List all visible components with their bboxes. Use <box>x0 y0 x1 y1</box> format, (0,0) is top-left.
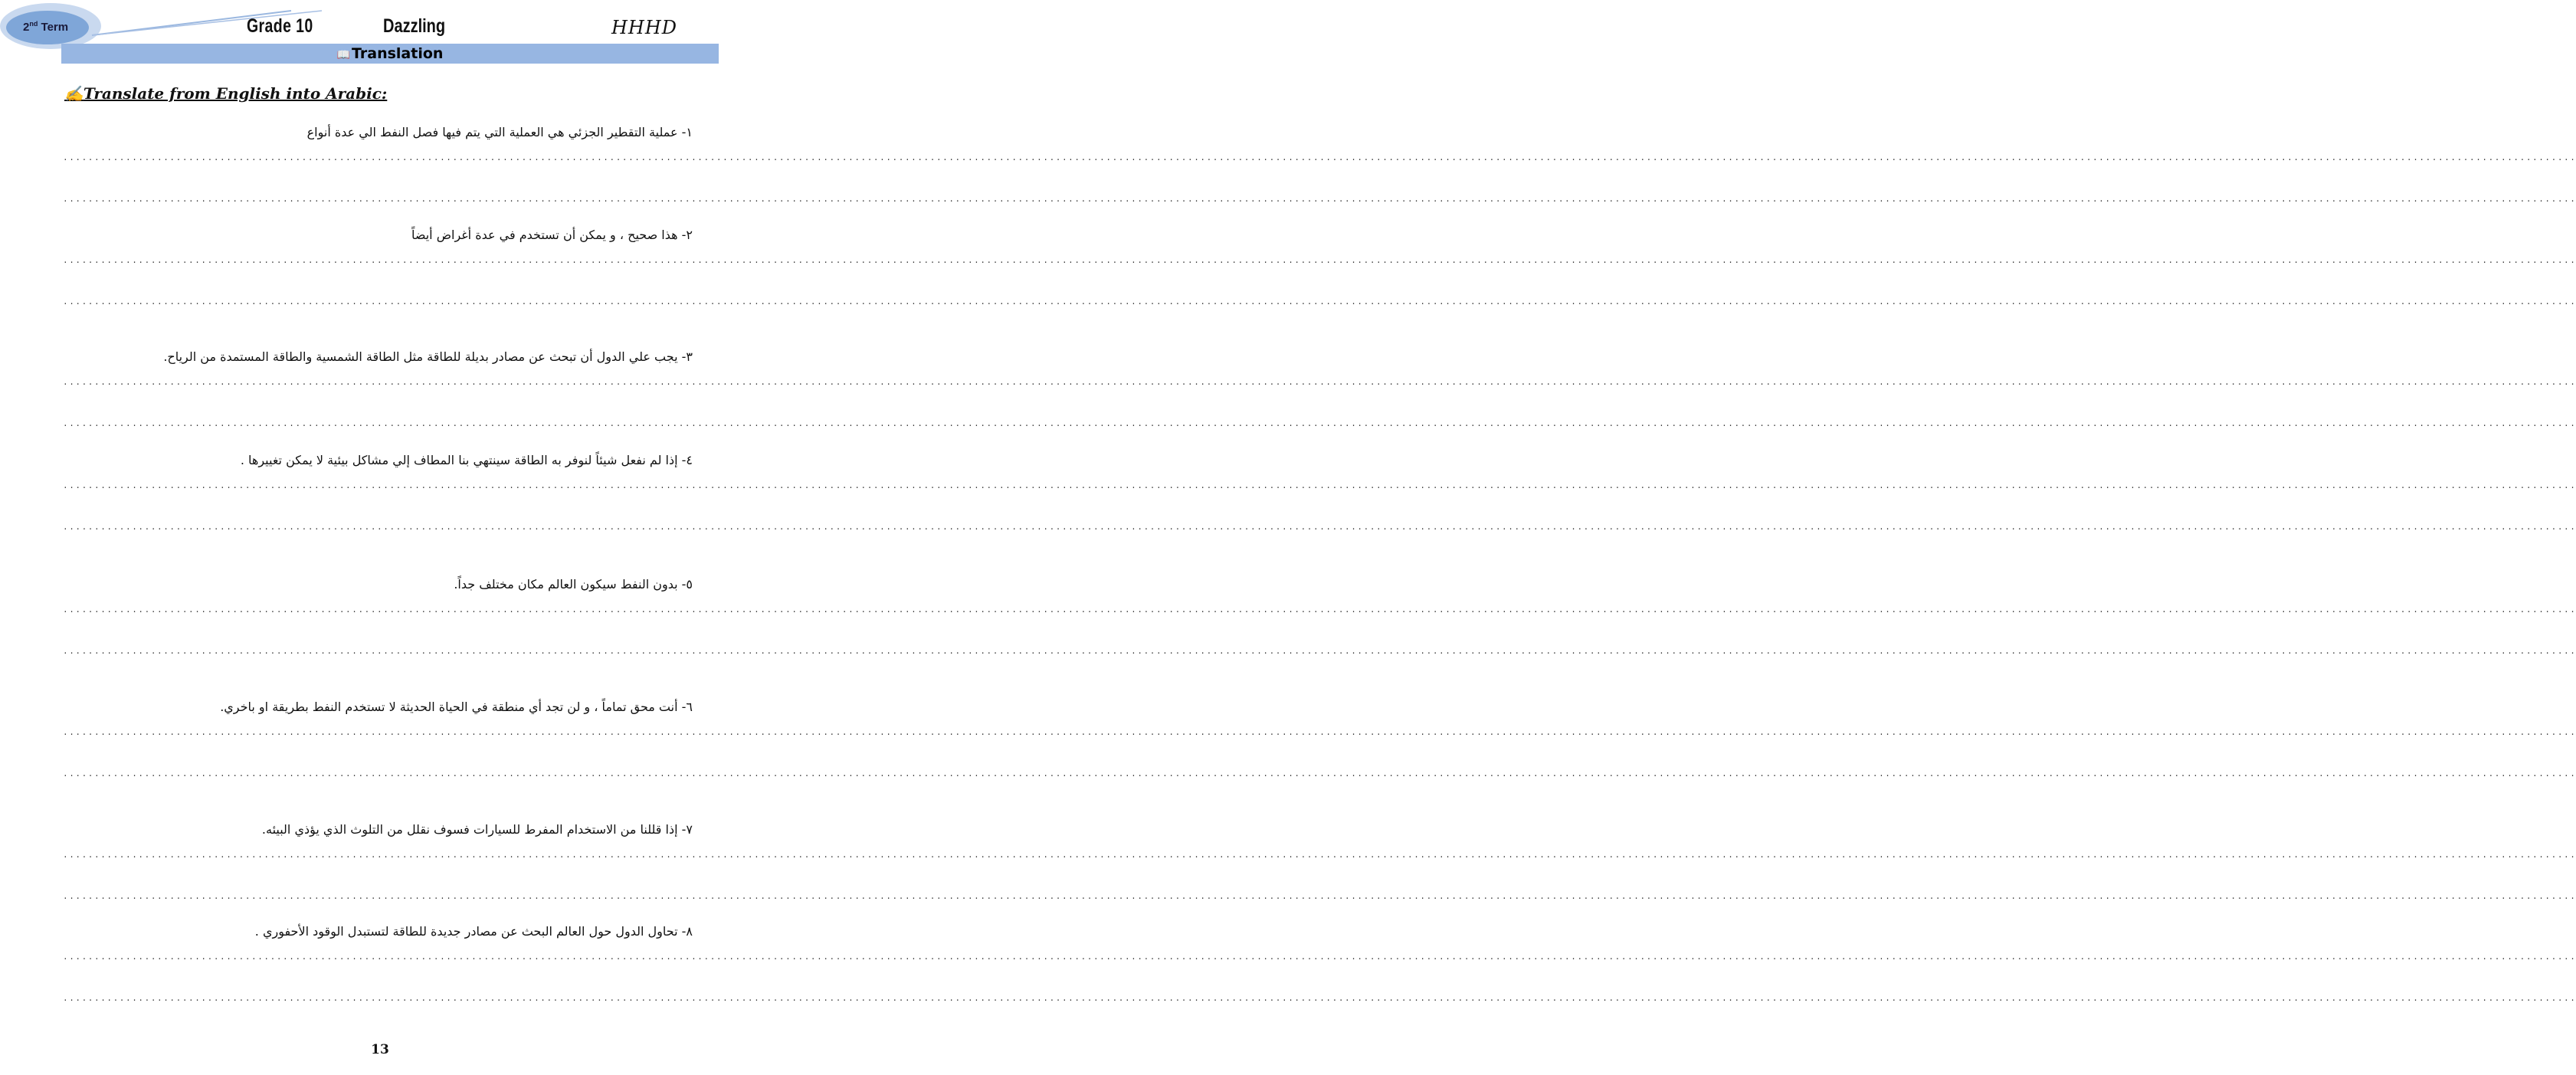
answer-line[interactable]: ................................................................................................................................................................................................................................................................................................................................................................................................................ <box>63 893 2576 902</box>
answer-line[interactable]: ................................................................................................................................................................................................................................................................................................................................................................................................................ <box>63 606 2576 615</box>
answer-line[interactable]: ................................................................................................................................................................................................................................................................................................................................................................................................................ <box>63 851 2576 860</box>
pen-icon: ✍ <box>64 84 84 103</box>
instruction-heading: ✍Translate from English into Arabic: <box>64 84 388 103</box>
answer-line[interactable]: ................................................................................................................................................................................................................................................................................................................................................................................................................ <box>63 482 2576 491</box>
item-sentence: ٢- هذا صحيح ، و يمكن أن تستخدم في عدة أغراض أيضاً <box>411 228 693 242</box>
answer-line[interactable]: ................................................................................................................................................................................................................................................................................................................................................................................................................ <box>63 729 2576 738</box>
item-sentence: ١- عملية التقطير الجزئي هي العملية التي يتم فيها فصل النفط الي عدة أنواع <box>306 125 693 139</box>
answer-line[interactable]: ................................................................................................................................................................................................................................................................................................................................................................................................................ <box>63 995 2576 1004</box>
item-sentence: ٣- يجب علي الدول أن تبحث عن مصادر بديلة للطاقة مثل الطاقة الشمسية والطاقة المستمدة من الرياح. <box>163 349 693 364</box>
grade-title: Grade 10 <box>247 15 313 37</box>
answer-line[interactable]: ................................................................................................................................................................................................................................................................................................................................................................................................................ <box>63 257 2576 266</box>
item-sentence: ٤- إذا لم نفعل شيئاً لنوفر به الطاقة سينتهي بنا المطاف إلي مشاكل بيئية لا يمكن تغييرها . <box>240 453 693 467</box>
answer-line[interactable]: ................................................................................................................................................................................................................................................................................................................................................................................................................ <box>63 379 2576 388</box>
answer-line[interactable]: ................................................................................................................................................................................................................................................................................................................................................................................................................ <box>63 195 2576 205</box>
section-title: Translation <box>352 45 444 62</box>
book-title: Dazzling <box>383 15 446 37</box>
section-header-bar <box>61 44 719 64</box>
answer-line[interactable]: ................................................................................................................................................................................................................................................................................................................................................................................................................ <box>63 953 2576 962</box>
item-sentence: ٨- تحاول الدول حول العالم البحث عن مصادر جديدة للطاقة لتستبدل الوقود الأحفوري . <box>254 924 693 939</box>
answer-line[interactable]: ................................................................................................................................................................................................................................................................................................................................................................................................................ <box>63 420 2576 429</box>
answer-line[interactable]: ................................................................................................................................................................................................................................................................................................................................................................................................................ <box>63 154 2576 163</box>
answer-line[interactable]: ................................................................................................................................................................................................................................................................................................................................................................................................................ <box>63 647 2576 657</box>
author-signature: HHHD <box>611 17 678 38</box>
term-label: 2nd Term <box>23 20 69 34</box>
book-icon: 📖 <box>336 49 350 61</box>
item-sentence: ٧- إذا قللنا من الاستخدام المفرط للسيارات فسوف نقلل من التلوث الذي يؤذي البيئه. <box>261 822 693 837</box>
answer-line[interactable]: ................................................................................................................................................................................................................................................................................................................................................................................................................ <box>63 298 2576 307</box>
answer-line[interactable]: ................................................................................................................................................................................................................................................................................................................................................................................................................ <box>63 523 2576 533</box>
item-sentence: ٥- بدون النفط سيكون العالم مكان مختلف جداً. <box>454 577 693 592</box>
item-sentence: ٦- أنت محق تماماً ، و لن تجد أي منطقة في الحياة الحديثة لا تستخدم النفط بطريقة او باخري. <box>220 700 693 714</box>
answer-line[interactable]: ................................................................................................................................................................................................................................................................................................................................................................................................................ <box>63 770 2576 779</box>
page-number: 13 <box>371 1042 389 1057</box>
